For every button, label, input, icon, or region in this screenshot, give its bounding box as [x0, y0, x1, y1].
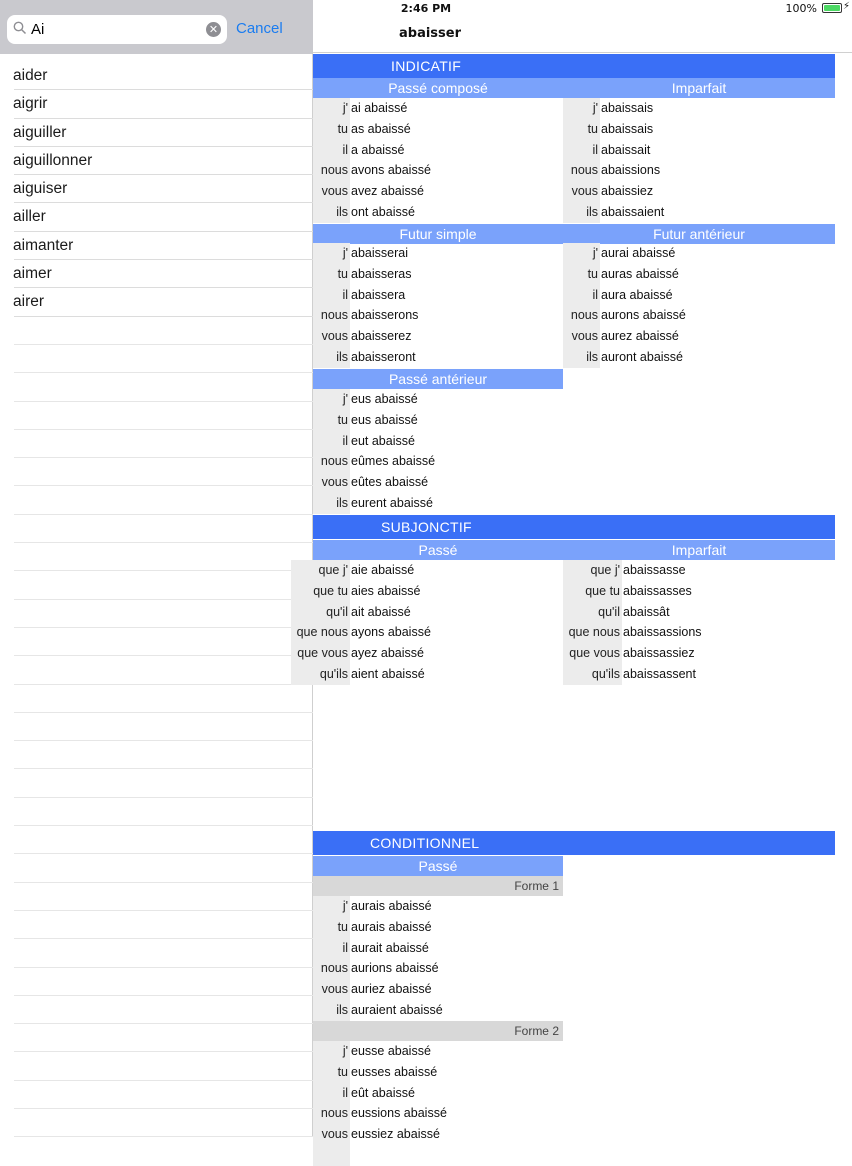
- verb-form: eut abaissé: [351, 433, 415, 448]
- verb-form: as abaissé: [351, 121, 411, 136]
- conjugation-row: [313, 347, 563, 368]
- conjugation-table: [291, 560, 563, 685]
- page-title: abaisser: [399, 26, 462, 41]
- conjugation-row: [313, 389, 563, 410]
- verb-form: eûtes abaissé: [351, 475, 429, 490]
- list-item[interactable]: [14, 147, 313, 175]
- list-item-label: airer: [13, 293, 45, 311]
- conjugation-table: [563, 243, 813, 368]
- pronoun: j': [342, 101, 348, 115]
- pronoun: tu: [337, 266, 348, 281]
- pronoun: nous: [570, 163, 598, 178]
- list-item[interactable]: [14, 175, 313, 203]
- list-item-label: aigrir: [13, 95, 48, 113]
- conjugation-row: [291, 602, 541, 623]
- verb-form: aurions abaissé: [351, 961, 439, 976]
- verb-form: aurez abaissé: [601, 329, 679, 344]
- list-item[interactable]: [14, 119, 313, 147]
- tense-header: Passé composé: [313, 78, 563, 98]
- pronoun: que vous: [569, 646, 620, 661]
- conjugation-row: [313, 98, 563, 119]
- pronoun: ils: [336, 496, 348, 510]
- empty-row: [14, 402, 313, 430]
- verb-form: ont abaissé: [351, 205, 415, 219]
- battery-percentage: 100%: [785, 2, 817, 15]
- empty-row: [14, 769, 313, 797]
- empty-row: [14, 458, 313, 486]
- pronoun: il: [342, 1085, 348, 1100]
- verb-form: abaissasse: [623, 563, 686, 577]
- list-item-label: ailler: [13, 208, 46, 226]
- empty-row: [14, 430, 313, 458]
- pronoun: j': [342, 1044, 348, 1058]
- conjugation-table: [313, 389, 563, 514]
- empty-row: [14, 826, 313, 854]
- conjugation-pane: [296, 0, 852, 1142]
- conjugation-row: [313, 181, 563, 202]
- pronoun: ils: [336, 350, 348, 364]
- conjugation-table: [563, 560, 813, 685]
- verb-form: auras abaissé: [601, 266, 679, 281]
- conjugation-row: [563, 181, 813, 202]
- conjugation-table: [563, 98, 813, 223]
- conjugation-row: [563, 140, 813, 161]
- empty-row: [14, 543, 313, 571]
- pronoun: vous: [321, 475, 348, 490]
- conjugation-row: [291, 643, 541, 664]
- tense-header: Futur simple: [313, 224, 563, 244]
- verb-form: abaissions: [601, 163, 661, 178]
- conjugation-row: [313, 938, 563, 959]
- verb-form: auraient abaissé: [351, 1003, 443, 1017]
- pronoun: que tu: [313, 583, 348, 598]
- list-item-label: aiguiller: [13, 123, 67, 141]
- conjugation-row: [313, 1083, 563, 1104]
- tense-header: Imparfait: [563, 540, 835, 560]
- results-list: [0, 62, 313, 1137]
- conjugation-row: [563, 664, 813, 685]
- conjugation-row: [313, 305, 563, 326]
- tense-header: Passé: [313, 856, 563, 876]
- pronoun: qu'ils: [319, 667, 348, 681]
- conjugation-row: [291, 581, 541, 602]
- empty-row: [14, 1052, 313, 1080]
- mood-label: CONDITIONNEL: [370, 835, 480, 851]
- conjugation-row: [313, 896, 563, 917]
- search-icon: [13, 21, 27, 35]
- pronoun: que vous: [297, 646, 348, 661]
- search-input[interactable]: [31, 19, 203, 40]
- verb-form: avez abaissé: [351, 184, 424, 199]
- verb-form: aurons abaissé: [601, 308, 686, 323]
- conjugation-row: [313, 958, 563, 979]
- verb-form: ayons abaissé: [351, 625, 431, 640]
- verb-form: a abaissé: [351, 142, 405, 157]
- conjugation-row: [313, 1124, 563, 1145]
- pronoun: tu: [337, 919, 348, 934]
- pronoun: vous: [571, 184, 598, 199]
- forme-header: Forme 1: [313, 876, 563, 896]
- pronoun: que nous: [568, 625, 620, 640]
- conjugation-table: [313, 98, 563, 223]
- conjugation-row: [563, 243, 813, 264]
- empty-row: [14, 883, 313, 911]
- conjugation-row: [313, 472, 563, 493]
- clear-icon[interactable]: ✕: [206, 22, 221, 37]
- empty-row: [14, 628, 313, 656]
- verb-form: abaisseront: [351, 350, 416, 364]
- conjugation-row: [563, 560, 813, 581]
- conjugation-row: [313, 451, 563, 472]
- pronoun: il: [592, 287, 598, 302]
- pronoun: il: [342, 940, 348, 955]
- mood-header-conditionnel: [313, 831, 835, 855]
- pronoun: tu: [587, 266, 598, 281]
- pronoun: que j': [318, 563, 348, 577]
- verb-form: ayez abaissé: [351, 646, 424, 661]
- empty-row: [14, 373, 313, 401]
- verb-form: eussiez abaissé: [351, 1127, 440, 1142]
- verb-form: eus abaissé: [351, 392, 418, 406]
- conjugation-table: [313, 1041, 563, 1166]
- conjugation-row: [313, 410, 563, 431]
- verb-form: abaissaient: [601, 205, 665, 219]
- list-item[interactable]: [14, 288, 313, 316]
- conjugation-row: [563, 264, 813, 285]
- verb-form: eût abaissé: [351, 1085, 415, 1100]
- conjugation-row: [563, 326, 813, 347]
- conjugation-row: [313, 264, 563, 285]
- forme-header: Forme 2: [313, 1021, 563, 1041]
- empty-row: [14, 968, 313, 996]
- empty-row: [14, 713, 313, 741]
- conjugation-row: [313, 979, 563, 1000]
- conjugation-row: [563, 602, 813, 623]
- pronoun: ils: [586, 350, 598, 364]
- mood-header-subjonctif: [313, 515, 835, 539]
- pronoun: nous: [320, 961, 348, 976]
- pronoun: tu: [587, 121, 598, 136]
- list-item[interactable]: [14, 203, 313, 231]
- search-bar: [0, 0, 313, 54]
- tense-header: Passé: [313, 540, 563, 560]
- verb-form: abaissât: [623, 604, 670, 619]
- list-item-label: aiguiser: [13, 180, 68, 198]
- empty-row: [14, 798, 313, 826]
- conjugation-row: [313, 1103, 563, 1124]
- verb-form: auriez abaissé: [351, 982, 432, 997]
- conjugation-row: [563, 98, 813, 119]
- pronoun: il: [342, 142, 348, 157]
- pronoun: nous: [570, 308, 598, 323]
- conjugation-row: [313, 493, 563, 514]
- conjugation-row: [313, 119, 563, 140]
- verb-form: avons abaissé: [351, 163, 431, 178]
- verb-form: abaisseras: [351, 266, 412, 281]
- pronoun: ils: [336, 205, 348, 219]
- pronoun: qu'il: [326, 604, 348, 619]
- pronoun: que tu: [585, 583, 620, 598]
- conjugation-row: [313, 1062, 563, 1083]
- verb-form: aurait abaissé: [351, 940, 429, 955]
- mood-label: INDICATIF: [391, 58, 462, 74]
- verb-form: abaissais: [601, 121, 654, 136]
- verb-form: aient abaissé: [351, 667, 425, 681]
- list-item-label: aimanter: [13, 236, 74, 254]
- verb-form: eûmes abaissé: [351, 454, 436, 469]
- empty-row: [14, 571, 313, 599]
- conjugation-row: [291, 664, 541, 685]
- empty-row: [14, 996, 313, 1024]
- verb-form: abaissasses: [623, 583, 692, 598]
- pronoun: vous: [321, 184, 348, 199]
- pronoun: ils: [586, 205, 598, 219]
- empty-row: [14, 656, 313, 684]
- conjugation-row: [563, 285, 813, 306]
- empty-row: [14, 911, 313, 939]
- list-item-label: aiguillonner: [13, 151, 93, 169]
- conjugation-row: [313, 431, 563, 452]
- verb-form: abaissassiez: [623, 646, 695, 661]
- pronoun: nous: [320, 1106, 348, 1121]
- pronoun: qu'il: [598, 604, 620, 619]
- conjugation-row: [313, 140, 563, 161]
- conjugation-row: [313, 243, 563, 264]
- tense-header: Imparfait: [563, 78, 835, 98]
- pronoun: vous: [571, 329, 598, 344]
- verb-form: abaisserez: [351, 329, 412, 344]
- pronoun: nous: [320, 454, 348, 469]
- cancel-button[interactable]: Cancel: [236, 20, 283, 37]
- pronoun: ils: [336, 1003, 348, 1017]
- pronoun: nous: [320, 163, 348, 178]
- verb-form: aura abaissé: [601, 287, 673, 302]
- conjugation-row: [563, 305, 813, 326]
- pronoun: tu: [337, 412, 348, 427]
- verb-form: abaissera: [351, 287, 406, 302]
- conjugation-row: [563, 347, 813, 368]
- verb-form: aurais abaissé: [351, 899, 432, 913]
- verb-form: aurai abaissé: [601, 246, 676, 260]
- conjugation-row: [563, 643, 813, 664]
- verb-form: eusse abaissé: [351, 1044, 431, 1058]
- list-item[interactable]: [14, 232, 313, 260]
- clock: 2:46 PM: [400, 2, 452, 15]
- empty-row: [14, 854, 313, 882]
- conjugation-row: [563, 622, 813, 643]
- verb-form: aie abaissé: [351, 563, 415, 577]
- conjugation-row: [313, 285, 563, 306]
- search-field[interactable]: [7, 15, 227, 44]
- verb-form: abaissassent: [623, 667, 696, 681]
- verb-form: eurent abaissé: [351, 496, 434, 510]
- list-item[interactable]: [14, 260, 313, 288]
- mood-label: SUBJONCTIF: [381, 519, 472, 535]
- pronoun: j': [342, 392, 348, 406]
- empty-row: [14, 515, 313, 543]
- verb-form: ait abaissé: [351, 604, 411, 619]
- empty-row: [14, 486, 313, 514]
- empty-row: [14, 685, 313, 713]
- verb-form: abaisserai: [351, 246, 408, 260]
- search-pane: [0, 0, 313, 1136]
- empty-row: [14, 1081, 313, 1109]
- verb-form: aurais abaissé: [351, 919, 432, 934]
- pronoun: il: [342, 433, 348, 448]
- conjugation-table: [313, 243, 563, 368]
- verb-form: abaissais: [601, 101, 654, 115]
- conjugation-row: [291, 622, 541, 643]
- tense-header: Passé antérieur: [313, 369, 563, 389]
- empty-row: [14, 1024, 313, 1052]
- pronoun: j': [592, 101, 598, 115]
- verb-form: ai abaissé: [351, 101, 408, 115]
- verb-form: abaissiez: [601, 184, 654, 199]
- pronoun: que j': [590, 563, 620, 577]
- pronoun: il: [342, 287, 348, 302]
- verb-form: aies abaissé: [351, 583, 421, 598]
- pronoun: j': [592, 246, 598, 260]
- verb-form: auront abaissé: [601, 350, 684, 364]
- pronoun: j': [342, 899, 348, 913]
- verb-form: eus abaissé: [351, 412, 418, 427]
- conjugation-row: [563, 581, 813, 602]
- empty-row: [14, 741, 313, 769]
- pronoun: tu: [337, 121, 348, 136]
- pronoun: que nous: [296, 625, 348, 640]
- empty-row: [14, 939, 313, 967]
- conjugation-row: [313, 326, 563, 347]
- pronoun: tu: [337, 1064, 348, 1079]
- pronoun: nous: [320, 308, 348, 323]
- conjugation-table: [313, 896, 563, 1021]
- verb-form: eusses abaissé: [351, 1064, 438, 1079]
- empty-row: [14, 345, 313, 373]
- mood-header-indicatif: [313, 54, 835, 78]
- empty-row: [14, 317, 313, 345]
- pronoun: qu'ils: [591, 667, 620, 681]
- verb-form: abaisserons: [351, 308, 419, 323]
- charging-icon: ⚡: [842, 1, 850, 12]
- list-item[interactable]: [14, 90, 313, 118]
- conjugation-row: [563, 119, 813, 140]
- conjugation-row: [291, 560, 541, 581]
- tense-header: Futur antérieur: [563, 224, 835, 244]
- empty-row: [14, 600, 313, 628]
- verb-form: eussions abaissé: [351, 1106, 447, 1121]
- conjugation-row: [313, 202, 563, 223]
- conjugation-row: [313, 160, 563, 181]
- conjugation-row: [313, 1041, 563, 1062]
- pronoun: vous: [321, 982, 348, 997]
- pronoun: j': [342, 246, 348, 260]
- empty-row: [14, 1109, 313, 1137]
- conjugation-row: [563, 202, 813, 223]
- conjugation-row: [313, 1000, 563, 1021]
- pronoun: il: [592, 142, 598, 157]
- pronoun: vous: [321, 329, 348, 344]
- list-item-label: aimer: [13, 265, 52, 283]
- list-item-label: aider: [13, 67, 48, 84]
- verb-form: abaissassions: [623, 625, 702, 640]
- conjugation-row: [563, 160, 813, 181]
- conjugation-row: [313, 917, 563, 938]
- list-item[interactable]: [14, 62, 313, 90]
- pronoun: vous: [321, 1127, 348, 1142]
- verb-form: abaissait: [601, 142, 651, 157]
